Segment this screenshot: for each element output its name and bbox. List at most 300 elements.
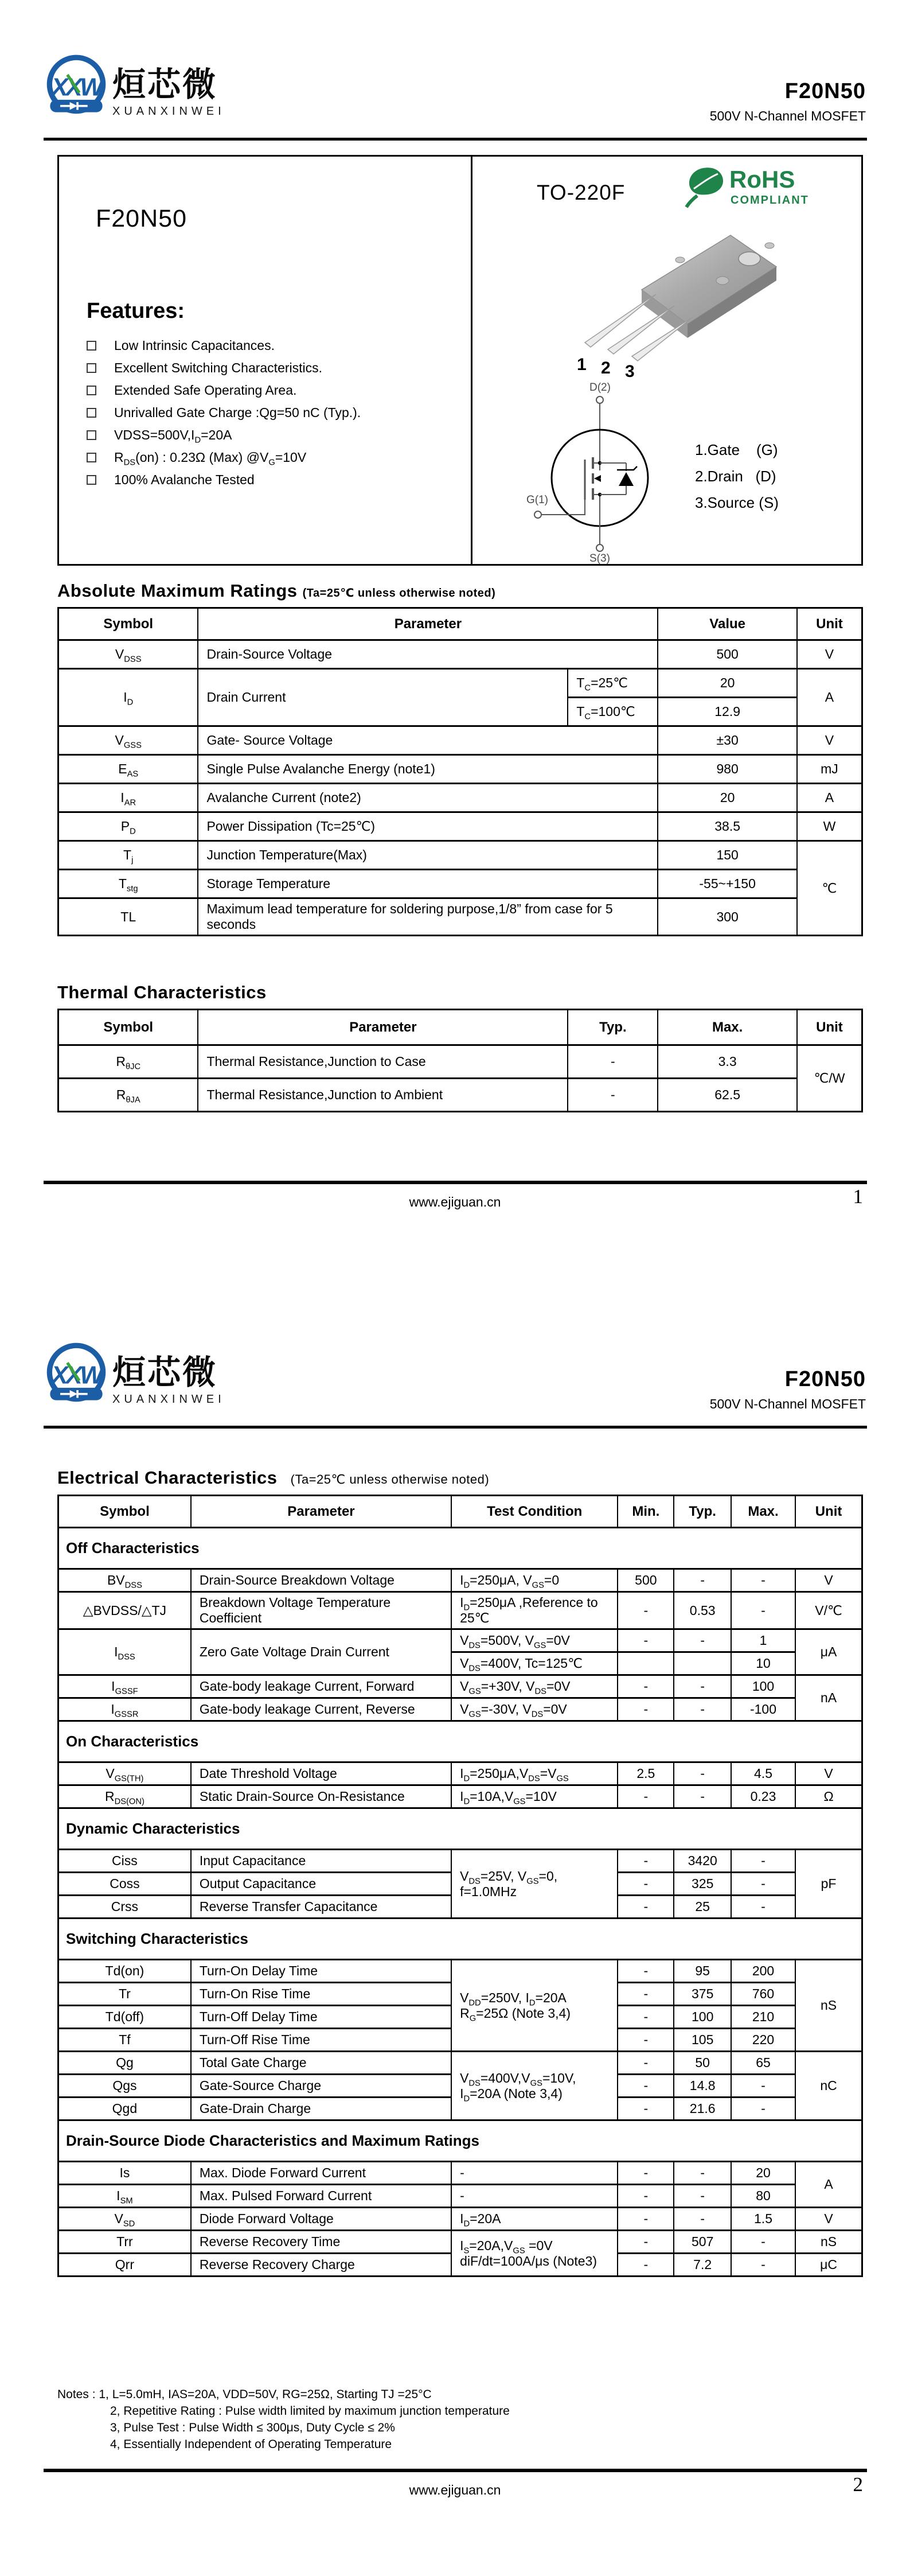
notes (57, 2386, 510, 2453)
table-cell: μC (795, 2254, 862, 2277)
table-cell: $I_D=20A$ (451, 2208, 618, 2231)
column-header: Parameter (198, 1010, 568, 1045)
table-cell: Coss (58, 1873, 191, 1896)
table-row (58, 1675, 862, 1698)
table-cell: - (618, 1960, 674, 1983)
table-cell: 7.2 (674, 2254, 731, 2277)
table-cell: $I_D=250\mu A,V_{DS}=V_{GS}$ (451, 1762, 618, 1785)
checkbox-icon (87, 408, 96, 418)
brand-name-en: XUANXINWEI (112, 105, 225, 118)
table-cell: 100 (731, 1675, 795, 1698)
table-cell: V (795, 2208, 862, 2231)
footer-url: www.ejiguan.cn (409, 1194, 501, 1209)
feature-text: Low Intrinsic Capacitances. (114, 338, 275, 353)
table-cell: - (731, 2231, 795, 2254)
table-cell: Gate-body leakage Current, Forward (191, 1675, 451, 1698)
abs-max-title-note: (Ta=25℃ unless otherwise noted) (302, 587, 496, 600)
table-cell: - (674, 2185, 731, 2208)
table-cell: - (618, 1592, 674, 1629)
table-cell: Crss (58, 1896, 191, 1919)
table-row (58, 870, 862, 898)
column-header: Symbol (58, 1496, 191, 1528)
table-cell: - (731, 2098, 795, 2120)
brand-logo (44, 1341, 225, 1407)
table-cell: - (618, 2162, 674, 2185)
table-cell: Drain-Source Breakdown Voltage (191, 1569, 451, 1592)
table-cell: - (618, 2231, 674, 2254)
table-cell: $V_{GS}=-30V$, $V_{DS}=0V$ (451, 1698, 618, 1721)
table-cell: $I_{GSSR}$ (58, 1698, 191, 1721)
table-cell: 300 (658, 898, 797, 936)
table-cell: - (674, 1762, 731, 1785)
table-row (58, 1629, 862, 1652)
header-rule (44, 1426, 867, 1429)
table-cell: $T_C=25℃$ (568, 669, 658, 698)
table-cell: 220 (731, 2029, 795, 2052)
column-header: Parameter (191, 1496, 451, 1528)
pin-legend-item: 2.Drain (D) (695, 468, 776, 485)
table-cell: 3420 (674, 1850, 731, 1873)
section-row (58, 2120, 862, 2162)
feature-item (87, 473, 361, 487)
checkbox-icon (87, 341, 96, 351)
table-cell: Qgd (58, 2098, 191, 2120)
table-cell: V (795, 1762, 862, 1785)
table-cell: $V_{DSS}$ (58, 640, 198, 669)
checkbox-icon (87, 386, 96, 395)
table-cell (618, 1652, 674, 1675)
table-cell: 65 (731, 2052, 795, 2075)
table-cell: 25 (674, 1896, 731, 1919)
table-cell: Maximum lead temperature for soldering purpose,1/8” from case for 5 seconds (198, 898, 658, 936)
table-cell: Td(on) (58, 1960, 191, 1983)
table-cell: $I_S=20A,V_{GS} =0V$ diF/dt=100A/μs (Note3) (451, 2231, 618, 2277)
table-cell: ±30 (658, 726, 797, 755)
table-cell: - (568, 1079, 658, 1112)
table-cell: $R_{\theta JA}$ (58, 1079, 198, 1112)
table-cell: - (731, 1850, 795, 1873)
table-cell: 3.3 (658, 1045, 797, 1079)
table-cell: - (674, 2162, 731, 2185)
table-cell: Zero Gate Voltage Drain Current (191, 1629, 451, 1675)
brand-logo-icon (44, 53, 109, 119)
data-table (57, 607, 863, 936)
table-cell: A (797, 669, 862, 726)
table-cell: nS (795, 1960, 862, 2052)
table-cell: Max. Pulsed Forward Current (191, 2185, 451, 2208)
brand-monogram: XXW (51, 1361, 101, 1390)
elec-title-note: (Ta=25℃ unless otherwise noted) (290, 1472, 490, 1487)
table-cell: Qgs (58, 2075, 191, 2098)
table-cell: Reverse Recovery Charge (191, 2254, 451, 2277)
table-row (58, 1850, 862, 1873)
table-cell: $I_{SM}$ (58, 2185, 191, 2208)
table-cell: $I_{DSS}$ (58, 1629, 191, 1675)
table-cell: 200 (731, 1960, 795, 1983)
table-row (58, 1762, 862, 1785)
table-cell: - (731, 1873, 795, 1896)
table-row (58, 1592, 862, 1629)
thermal-table (57, 1009, 863, 1112)
table-row (58, 1569, 862, 1592)
table-cell: $E_{AS}$ (58, 755, 198, 784)
table-cell: 150 (658, 841, 797, 870)
rohs-title: RoHS (729, 166, 795, 193)
table-cell: - (674, 2208, 731, 2231)
table-cell: - (731, 1592, 795, 1629)
table-row (58, 1079, 862, 1112)
table-cell: -55~+150 (658, 870, 797, 898)
table-cell: $V_{DD}=250V$, $I_D=20A$ $R_G=25\Omega$ (Note 3,4) (451, 1960, 618, 2052)
table-cell: $T_C=100℃$ (568, 698, 658, 726)
data-table (57, 1009, 863, 1112)
table-cell: $V_{DS}=25V$, $V_{GS}=0$, f=1.0MHz (451, 1850, 618, 1919)
feature-item (87, 361, 361, 375)
brand-name-en: XUANXINWEI (112, 1393, 225, 1406)
table-cell: 80 (731, 2185, 795, 2208)
intro-part-title: F20N50 (96, 205, 187, 232)
column-header: Symbol (58, 1010, 198, 1045)
table-cell: Turn-Off Delay Time (191, 2006, 451, 2029)
table-cell: - (618, 1698, 674, 1721)
part-number: F20N50 (784, 1367, 866, 1391)
table-cell: Storage Temperature (198, 870, 658, 898)
table-cell: 500 (618, 1569, 674, 1592)
table-cell: - (618, 1675, 674, 1698)
table-row (58, 2208, 862, 2231)
table-cell: 50 (674, 2052, 731, 2075)
table-cell: Td(off) (58, 2006, 191, 2029)
column-header: Typ. (568, 1010, 658, 1045)
note-line: 2, Repetitive Rating : Pulse width limited by maximum junction temperature (110, 2404, 510, 2418)
table-cell: Output Capacitance (191, 1873, 451, 1896)
table-cell: 100 (674, 2006, 731, 2029)
table-cell: -100 (731, 1698, 795, 1721)
table-cell: 4.5 (731, 1762, 795, 1785)
part-number: F20N50 (784, 79, 866, 103)
table-cell: 210 (731, 2006, 795, 2029)
table-cell: 105 (674, 2029, 731, 2052)
table-cell: $V_{GS(TH)}$ (58, 1762, 191, 1785)
brand-logo-icon (44, 1341, 109, 1407)
table-row (58, 1785, 862, 1808)
part-subtitle: 500V N-Channel MOSFET (709, 108, 866, 123)
table-cell: - (731, 1569, 795, 1592)
pin-legend-item: 3.Source (S) (695, 494, 779, 511)
note-line: 3, Pulse Test : Pulse Width ≤ 300μs, Duty Cycle ≤ 2% (110, 2421, 395, 2434)
table-cell: - (451, 2185, 618, 2208)
package-photo (553, 204, 822, 382)
table-cell: $V_{SD}$ (58, 2208, 191, 2231)
table-cell: - (618, 2254, 674, 2277)
table-cell: 20 (658, 784, 797, 812)
thermal-title: Thermal Characteristics (57, 982, 267, 1002)
column-header: Unit (795, 1496, 862, 1528)
electrical-table (57, 1495, 863, 2277)
table-cell: V (795, 1569, 862, 1592)
table-cell: Tr (58, 1983, 191, 2006)
table-cell: A (795, 2162, 862, 2208)
table-cell: 375 (674, 1983, 731, 2006)
mosfet-symbol (525, 382, 674, 565)
table-cell: 20 (731, 2162, 795, 2185)
table-cell: Gate-Drain Charge (191, 2098, 451, 2120)
table-cell: Turn-On Delay Time (191, 1960, 451, 1983)
table-cell: Thermal Resistance,Junction to Case (198, 1045, 568, 1079)
table-cell: V (797, 640, 862, 669)
table-row (58, 1698, 862, 1721)
table-cell: Diode Forward Voltage (191, 2208, 451, 2231)
section-label: Off Characteristics (58, 1528, 862, 1569)
table-row (58, 812, 862, 841)
feature-item (87, 339, 361, 352)
column-header: Typ. (674, 1496, 731, 1528)
column-header: Unit (797, 1010, 862, 1045)
column-header: Min. (618, 1496, 674, 1528)
brand-name-cn: 烜芯微 (112, 66, 218, 103)
table-cell: - (731, 2075, 795, 2098)
table-cell: nC (795, 2052, 862, 2120)
table-cell: μA (795, 1629, 862, 1675)
drain-label: D(2) (589, 382, 611, 394)
table-cell: - (731, 1896, 795, 1919)
table-cell: Reverse Transfer Capacitance (191, 1896, 451, 1919)
table-cell: Ω (795, 1785, 862, 1808)
section-label: Dynamic Characteristics (58, 1808, 862, 1850)
page-number: 2 (853, 2473, 863, 2496)
table-cell: - (618, 2098, 674, 2120)
table-cell: Single Pulse Avalanche Energy (note1) (198, 755, 658, 784)
feature-text: Excellent Switching Characteristics. (114, 360, 323, 375)
features-list (87, 339, 361, 496)
checkbox-icon (87, 430, 96, 440)
table-cell: Breakdown Voltage Temperature Coefficient (191, 1592, 451, 1629)
table-cell: $V_{GS}=+30V$, $V_{DS}=0V$ (451, 1675, 618, 1698)
column-header: Parameter (198, 608, 658, 640)
table-cell: Ciss (58, 1850, 191, 1873)
table-row (58, 755, 862, 784)
feature-item (87, 450, 361, 468)
section-row (58, 1919, 862, 1960)
table-cell: Tf (58, 2029, 191, 2052)
table-cell: nS (795, 2231, 862, 2254)
table-cell: - (731, 2254, 795, 2277)
feature-text: Extended Safe Operating Area. (114, 383, 297, 398)
table-cell: $V_{GSS}$ (58, 726, 198, 755)
brand-logo (44, 53, 225, 119)
source-label: S(3) (589, 552, 610, 565)
brand-name-cn: 烜芯微 (112, 1354, 218, 1391)
table-cell: 62.5 (658, 1079, 797, 1112)
table-cell: Date Threshold Voltage (191, 1762, 451, 1785)
table-cell: 2.5 (618, 1762, 674, 1785)
table-cell: 325 (674, 1873, 731, 1896)
table-cell: - (674, 1785, 731, 1808)
section-label: Switching Characteristics (58, 1919, 862, 1960)
table-cell: 10 (731, 1652, 795, 1675)
page-2 (0, 1288, 910, 2576)
table-cell: Max. Diode Forward Current (191, 2162, 451, 2185)
table-cell: $I_D=250\mu A$ ,Reference to 25℃ (451, 1592, 618, 1629)
table-cell: $BV_{DSS}$ (58, 1569, 191, 1592)
gate-label: G(1) (526, 494, 548, 506)
note-line: 4, Essentially Independent of Operating Temperature (110, 2438, 392, 2451)
table-cell: $V_{DS}=400V,V_{GS}=10V$, $I_D=20A$ (Note 3,4) (451, 2052, 618, 2120)
column-header: Value (658, 608, 797, 640)
page-number: 1 (853, 1185, 863, 1208)
table-cell: Gate- Source Voltage (198, 726, 658, 755)
pin-number-2: 2 (601, 359, 611, 378)
table-cell: 14.8 (674, 2075, 731, 2098)
table-cell: $I_{AR}$ (58, 784, 198, 812)
brand-monogram: XXW (51, 73, 101, 102)
column-header: Max. (731, 1496, 795, 1528)
feature-item (87, 406, 361, 419)
table-cell: V/℃ (795, 1592, 862, 1629)
table-cell (674, 1652, 731, 1675)
table-row (58, 640, 862, 669)
table-cell: Total Gate Charge (191, 2052, 451, 2075)
table-cell: - (674, 1569, 731, 1592)
table-cell: 500 (658, 640, 797, 669)
table-cell: Static Drain-Source On-Resistance (191, 1785, 451, 1808)
features-heading: Features: (87, 299, 185, 323)
table-row (58, 1960, 862, 1983)
table-row (58, 2231, 862, 2254)
intro-box (57, 155, 863, 566)
checkbox-icon (87, 475, 96, 485)
pin-number-3: 3 (625, 362, 635, 381)
table-cell: Power Dissipation (Tc=25℃) (198, 812, 658, 841)
table-row (58, 726, 862, 755)
table-row (58, 2185, 862, 2208)
pin-legend-item: 1.Gate (G) (695, 441, 778, 458)
checkbox-icon (87, 453, 96, 462)
table-cell: pF (795, 1850, 862, 1919)
note-line: Notes : 1, L=5.0mH, IAS=20A, VDD=50V, RG=25Ω, Starting TJ =25°C (57, 2388, 432, 2401)
table-cell: 38.5 (658, 812, 797, 841)
column-header: Test Condition (451, 1496, 618, 1528)
table-cell: $V_{DS}=400V$, Tc=125℃ (451, 1652, 618, 1675)
feature-text: $R_{DS}(on)$ : 0.23Ω (Max) $@V_G=10V$ (114, 450, 307, 468)
table-cell: $V_{DS}=500V$, $V_{GS}=0V$ (451, 1629, 618, 1652)
footer-rule (44, 1181, 867, 1184)
rohs-subtitle: COMPLIANT (731, 194, 809, 207)
table-cell: - (618, 2006, 674, 2029)
package-name: TO-220F (537, 181, 626, 204)
table-cell: 507 (674, 2231, 731, 2254)
table-cell: 760 (731, 1983, 795, 2006)
column-header: Max. (658, 1010, 797, 1045)
table-cell: Is (58, 2162, 191, 2185)
feature-item (87, 384, 361, 397)
table-cell: $I_D=10A,V_{GS}=10V$ (451, 1785, 618, 1808)
header-rule (44, 138, 867, 141)
table-cell: 0.53 (674, 1592, 731, 1629)
table-cell: Gate-body leakage Current, Reverse (191, 1698, 451, 1721)
table-cell: $T_{stg}$ (58, 870, 198, 898)
table-cell: - (618, 2185, 674, 2208)
column-header: Unit (797, 608, 862, 640)
table-row (58, 2052, 862, 2075)
table-cell: $R_{\theta JC}$ (58, 1045, 198, 1079)
table-cell: $I_{GSSF}$ (58, 1675, 191, 1698)
table-cell: - (618, 1850, 674, 1873)
table-cell: Turn-Off Rise Time (191, 2029, 451, 2052)
feature-text: $VDSS=500V,I_D=20A$ (114, 427, 232, 445)
table-cell: - (674, 1629, 731, 1652)
table-cell: △BVDSS/△TJ (58, 1592, 191, 1629)
table-cell: Input Capacitance (191, 1850, 451, 1873)
pin-legend (695, 437, 779, 516)
table-cell: - (451, 2162, 618, 2185)
table-cell: 20 (658, 669, 797, 698)
abs-max-title: Absolute Maximum Ratings (Ta=25℃ unless otherwise noted) (57, 581, 496, 601)
table-cell: V (797, 726, 862, 755)
table-cell: - (618, 1873, 674, 1896)
table-cell: - (618, 2075, 674, 2098)
table-cell: - (618, 2029, 674, 2052)
table-row (58, 784, 862, 812)
table-cell: Reverse Recovery Time (191, 2231, 451, 2254)
table-cell: - (618, 2208, 674, 2231)
data-table (57, 1495, 863, 2277)
table-cell: Turn-On Rise Time (191, 1983, 451, 2006)
table-cell: - (618, 1785, 674, 1808)
table-row (58, 2162, 862, 2185)
table-cell: A (797, 784, 862, 812)
table-cell: $I_D$ (58, 669, 198, 726)
table-cell: 21.6 (674, 2098, 731, 2120)
table-cell: mJ (797, 755, 862, 784)
table-row (58, 898, 862, 936)
table-cell: - (618, 1629, 674, 1652)
table-cell: W (797, 812, 862, 841)
table-cell: $T_j$ (58, 841, 198, 870)
feature-text: 100% Avalanche Tested (114, 472, 255, 487)
body-diode (600, 463, 637, 495)
table-cell: 980 (658, 755, 797, 784)
table-cell: - (674, 1698, 731, 1721)
column-header: Symbol (58, 608, 198, 640)
table-row (58, 669, 862, 698)
feature-item (87, 427, 361, 445)
table-cell: Trr (58, 2231, 191, 2254)
table-cell: Thermal Resistance,Junction to Ambient (198, 1079, 568, 1112)
table-cell: Drain-Source Voltage (198, 640, 658, 669)
table-cell: Qrr (58, 2254, 191, 2277)
checkbox-icon (87, 363, 96, 373)
footer-url: www.ejiguan.cn (409, 2482, 501, 2497)
table-cell: nA (795, 1675, 862, 1721)
table-cell: - (618, 1983, 674, 2006)
table-cell: - (674, 1675, 731, 1698)
section-row (58, 1528, 862, 1569)
elec-title: Electrical Characteristics (Ta=25℃ unless otherwise noted) (57, 1468, 490, 1488)
table-cell: 95 (674, 1960, 731, 1983)
table-row (58, 841, 862, 870)
table-cell: TL (58, 898, 198, 936)
footer-rule (44, 2469, 867, 2472)
table-row (58, 1045, 862, 1079)
table-cell: $R_{DS(ON)}$ (58, 1785, 191, 1808)
table-cell: ℃ (797, 841, 862, 936)
table-cell: Gate-Source Charge (191, 2075, 451, 2098)
table-cell: Junction Temperature(Max) (198, 841, 658, 870)
part-subtitle: 500V N-Channel MOSFET (709, 1396, 866, 1411)
feature-text: Unrivalled Gate Charge :Qg=50 nC (Typ.). (114, 405, 361, 420)
table-cell: - (618, 1896, 674, 1919)
